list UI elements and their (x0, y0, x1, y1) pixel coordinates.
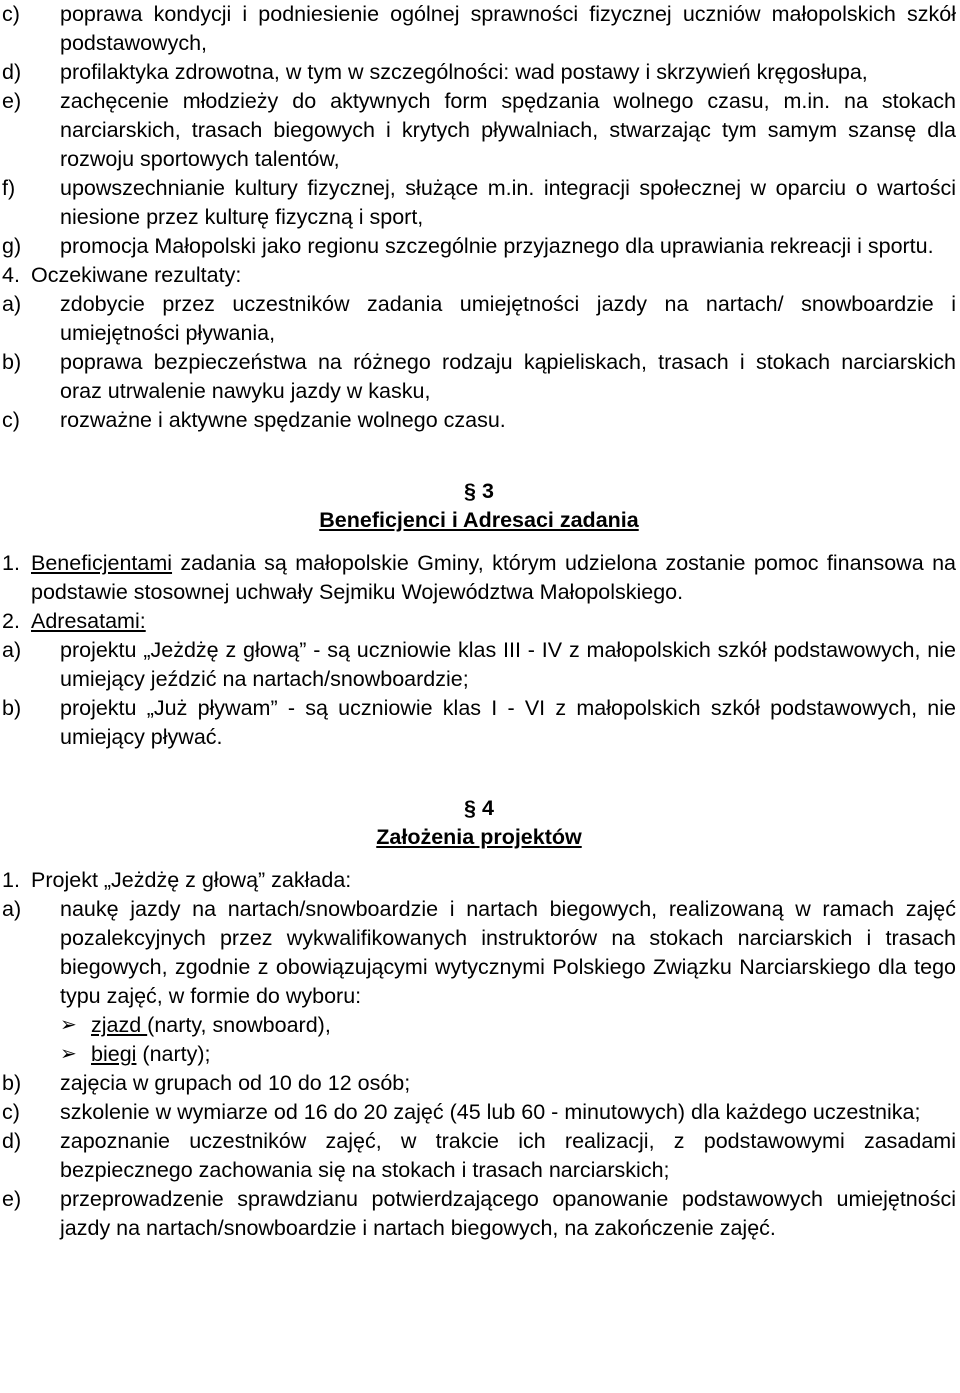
list-marker: g) (2, 234, 22, 258)
list-text: profilaktyka zdrowotna, w tym w szczególności: wad postawy i skrzywień kręgosłupa, (60, 60, 868, 84)
underlined-term: biegi (91, 1042, 137, 1066)
list-item (2, 58, 956, 87)
paragraph (2, 866, 956, 895)
list-marker: b) (2, 1071, 22, 1095)
bullet-text (91, 1011, 331, 1040)
paragraph-text (31, 549, 956, 607)
section-title: Beneficjenci i Adresaci zadania (319, 508, 639, 532)
list-marker: c) (2, 1100, 20, 1124)
list-marker: c) (2, 408, 20, 432)
spacer (2, 852, 956, 866)
list-marker: f) (2, 176, 16, 200)
section-number: § 3 (464, 479, 494, 503)
paragraph (2, 607, 956, 636)
list-text: poprawa kondycji i podniesienie ogólnej sprawności fizycznej uczniów małopolskich szkół podstawowych, (60, 2, 956, 55)
paragraph-number: 2. (2, 609, 20, 633)
list-item (2, 895, 956, 1011)
bullet-item (2, 1040, 956, 1069)
list-item (2, 1127, 956, 1185)
bullet-body: (narty); (136, 1042, 211, 1066)
list-text: przeprowadzenie sprawdzianu potwierdzającego opanowanie podstawowych umiejętności jazdy na nartach/snowboardzie i nartach biegowych, na zakończenie zajęć. (60, 1187, 956, 1240)
list-text: rozważne i aktywne spędzanie wolnego czasu. (60, 408, 506, 432)
results-heading (2, 261, 956, 290)
list-text: poprawa bezpieczeństwa na różnego rodzaju kąpieliskach, trasach i stokach narciarskich oraz utrwalenie nawyku jazdy w kasku, (60, 350, 956, 403)
list-item (2, 694, 956, 752)
list-item (2, 232, 956, 261)
list-marker: e) (2, 1187, 22, 1211)
paragraph-text: Projekt „Jeżdżę z głową” zakłada: (31, 868, 352, 892)
list-text: zdobycie przez uczestników zadania umiejętności jazdy na nartach/ snowboardzie i umiejętności pływania, (60, 292, 956, 345)
list-item (2, 1069, 956, 1098)
list-item (2, 290, 956, 348)
list-item (2, 406, 956, 435)
list-text: naukę jazdy na nartach/snowboardzie i nartach biegowych, realizowaną w ramach zajęć pozalekcyjnych przez wykwalifikowanych instruktorów na stokach narciarskich i trasach biegowych, zgodnie z obowiązującymi wytycznymi Polskiego Związku Narciarskiego dla tego typu zajęć, w formie do wyboru: (60, 897, 956, 1008)
list-item (2, 87, 956, 174)
list-text: zachęcenie młodzieży do aktywnych form spędzania wolnego czasu, m.in. na stokach narciarskich, trasach biegowych i krytych pływalniach, stwarzając tym samym szansę dla rozwoju sportowych talentów, (60, 89, 956, 171)
list-marker: a) (2, 638, 22, 662)
list-text: zapoznanie uczestników zajęć, w trakcie ich realizacji, z podstawowymi zasadami bezpiecznego zachowania się na stokach i trasach narciarskich; (60, 1129, 956, 1182)
spacer (2, 535, 956, 549)
list-item (2, 1098, 956, 1127)
list-marker: a) (2, 897, 22, 921)
list-marker: d) (2, 60, 22, 84)
paragraph-number: 4. (2, 263, 20, 287)
list-marker: d) (2, 1129, 22, 1153)
list-item (2, 1185, 956, 1243)
paragraph-text (31, 607, 956, 636)
arrow-bullet-icon: ➢ (60, 1043, 77, 1065)
list-marker: b) (2, 696, 22, 720)
list-item (2, 636, 956, 694)
bullet-text (91, 1040, 211, 1069)
list-text: zajęcia w grupach od 10 do 12 osób; (60, 1071, 411, 1095)
list-text: szkolenie w wymiarze od 16 do 20 zajęć (45 lub 60 - minutowych) dla każdego uczestnika; (60, 1100, 921, 1124)
list-marker: e) (2, 89, 22, 113)
paragraph (2, 549, 956, 607)
list-item (2, 348, 956, 406)
paragraph-number: 1. (2, 868, 20, 892)
list-marker: b) (2, 350, 22, 374)
section-title: Założenia projektów (376, 825, 582, 849)
bullet-body: (narty, snowboard), (147, 1013, 331, 1037)
list-text: projektu „Jeżdżę z głową” - są uczniowie klas III - IV z małopolskich szkół podstawowych, nie umiejący jeździć na nartach/snowboardzie; (60, 638, 956, 691)
paragraph-body: zadania są małopolskie Gminy, którym udzielona zostanie pomoc finansowa na podstawie stosownej uchwały Sejmiku Województwa Małopolskiego. (31, 551, 956, 604)
list-item (2, 0, 956, 58)
list-marker: a) (2, 292, 22, 316)
paragraph-text: Oczekiwane rezultaty: (31, 263, 242, 287)
underlined-term: Adresatami: (31, 609, 146, 633)
list-text: promocja Małopolski jako regionu szczególnie przyjaznego dla uprawiania rekreacji i sportu. (60, 234, 934, 258)
underlined-term: zjazd (91, 1013, 148, 1037)
list-marker: c) (2, 2, 20, 26)
paragraph-number: 1. (2, 551, 20, 575)
underlined-term: Beneficjentami (31, 551, 173, 575)
bullet-item (2, 1011, 956, 1040)
list-text: upowszechnianie kultury fizycznej, służące m.in. integracji społecznej w oparciu o wartości niesione przez kulturę fizyczną i sport, (60, 176, 956, 229)
list-item (2, 174, 956, 232)
section-number: § 4 (464, 796, 494, 820)
arrow-bullet-icon: ➢ (60, 1014, 77, 1036)
list-text: projektu „Już pływam” - są uczniowie klas I - VI z małopolskich szkół podstawowych, nie umiejący pływać. (60, 696, 956, 749)
